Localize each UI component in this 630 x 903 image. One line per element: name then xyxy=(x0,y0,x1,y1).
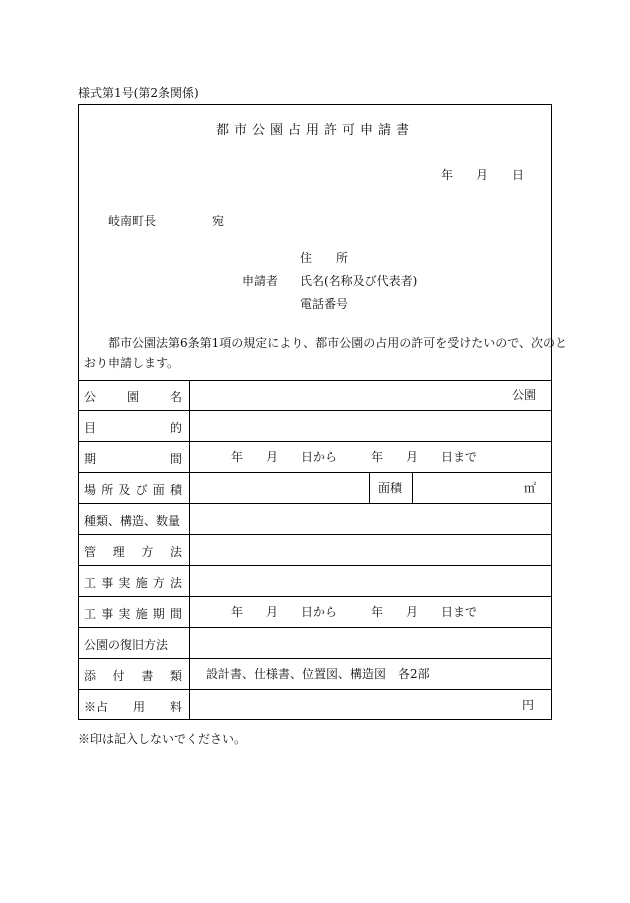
applicant-role: 申請者 xyxy=(242,274,279,288)
period-start-year: 年 xyxy=(231,450,244,464)
row-divider xyxy=(78,627,552,628)
row-divider xyxy=(78,503,552,504)
row-divider xyxy=(78,534,552,535)
period-end-year: 年 xyxy=(371,450,384,464)
table-label-divider xyxy=(189,380,190,720)
row-divider xyxy=(78,596,552,597)
attachments-label: 添 付 書 類 xyxy=(84,669,182,683)
occupancy-fee-label: ※占 用 料 xyxy=(84,700,182,714)
date-month: 月 xyxy=(476,168,489,182)
area-cell-divider-left xyxy=(369,472,370,503)
row-divider xyxy=(78,472,552,473)
type-structure-quantity-label: 種類、構造、数量 xyxy=(84,514,181,528)
construction-end-month: 月 xyxy=(406,605,419,619)
park-name-suffix: 公園 xyxy=(512,388,537,402)
footnote: ※印は記入しないでください。 xyxy=(78,732,247,746)
purpose-label: 目 的 xyxy=(84,421,182,435)
construction-end-year: 年 xyxy=(371,605,384,619)
body-text-line1: 都市公園法第6条第1項の規定により、都市公園の占用の許可を受けたいので、次のと xyxy=(108,336,568,350)
area-cell-divider-right xyxy=(412,472,413,503)
applicant-phone-label: 電話番号 xyxy=(300,297,349,311)
addressee-suffix: 宛 xyxy=(212,214,225,228)
addressee-name: 岐南町長 xyxy=(108,214,157,228)
row-divider xyxy=(78,565,552,566)
row-divider xyxy=(78,689,552,690)
table-top-border xyxy=(78,380,552,381)
period-start-month: 月 xyxy=(266,450,279,464)
period-label: 期 間 xyxy=(84,452,182,466)
construction-period-label: 工 事 実 施 期 間 xyxy=(84,607,182,621)
area-label: 面積 xyxy=(378,481,403,495)
area-unit: ㎡ xyxy=(524,481,537,495)
construction-start-month: 月 xyxy=(266,605,279,619)
form-number: 様式第1号(第2条関係) xyxy=(78,86,199,100)
date-day: 日 xyxy=(512,168,525,182)
fee-unit: 円 xyxy=(522,698,535,712)
park-name-label: 公 園 名 xyxy=(84,390,182,404)
form-title: 都市公園占用許可申請書 xyxy=(215,123,414,138)
restoration-method-label: 公園の復旧方法 xyxy=(84,638,169,652)
body-text-line2: おり申請します。 xyxy=(84,356,180,370)
location-area-label: 場 所 及 び 面 積 xyxy=(84,483,182,497)
construction-end-day: 日まで xyxy=(441,605,478,619)
period-end-day: 日まで xyxy=(441,450,478,464)
applicant-address-label: 住 所 xyxy=(300,251,349,265)
construction-start-year: 年 xyxy=(231,605,244,619)
period-end-month: 月 xyxy=(406,450,419,464)
management-method-label: 管 理 方 法 xyxy=(84,545,182,559)
construction-method-label: 工 事 実 施 方 法 xyxy=(84,576,182,590)
construction-start-day: 日から xyxy=(301,605,338,619)
period-start-day: 日から xyxy=(301,450,338,464)
applicant-name-label: 氏名(名称及び代表者) xyxy=(300,274,418,288)
row-divider xyxy=(78,441,552,442)
attachments-value: 設計書、仕様書、位置図、構造図 各2部 xyxy=(206,667,430,681)
row-divider xyxy=(78,410,552,411)
date-year: 年 xyxy=(441,168,454,182)
row-divider xyxy=(78,658,552,659)
